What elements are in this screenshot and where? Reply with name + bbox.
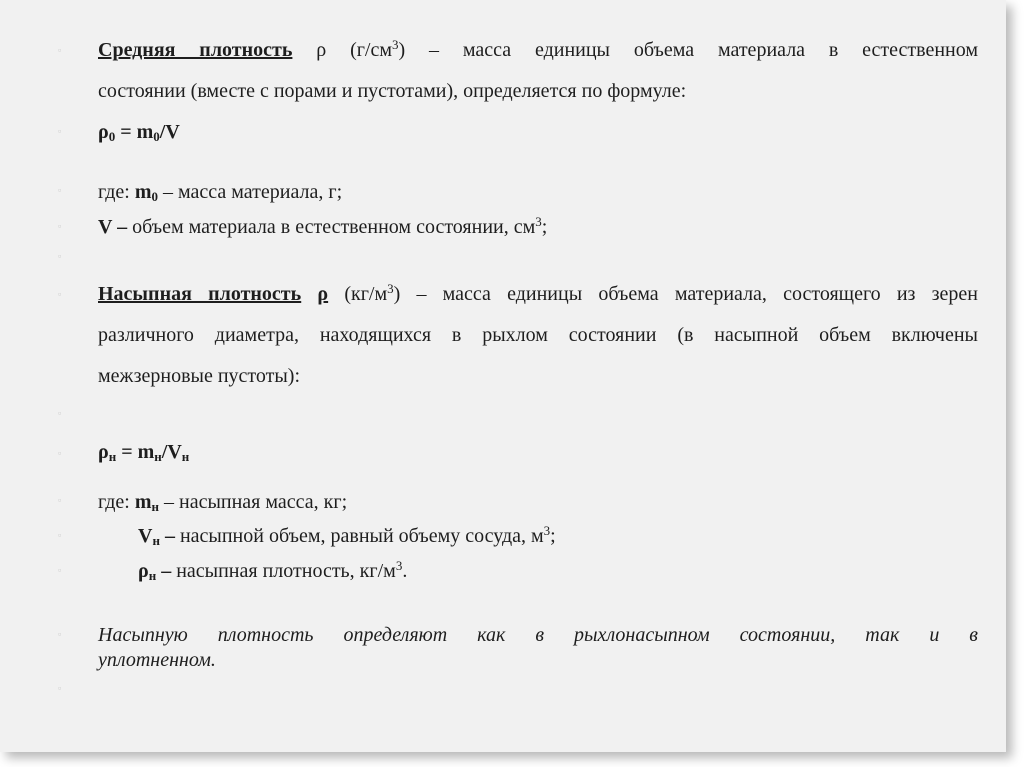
bullet: ▫	[58, 495, 62, 505]
where-bulk-mass-line: где: $m_н$ – насыпная масса, кг;	[98, 491, 348, 514]
bullet: ▫	[58, 408, 62, 418]
bulk-density-line-3: межзерновые пустоты):	[98, 365, 301, 387]
bullet: ▫	[58, 126, 62, 136]
density-definition-line-1: Средняя плотность ρ $(г/см^3)$ – масса единицы объема материала в естественном	[98, 37, 979, 61]
bulk-density-line-2: различного диаметра, находящихся в рыхлом состоянии (в насыпной объем включены	[98, 324, 978, 346]
term-bulk-density: Насыпная плотность	[98, 283, 302, 305]
density-definition-line-2: состоянии (вместе с порами и пустотами), определяется по формуле:	[98, 80, 687, 102]
where-volume-line: V – объем материала в естественном состоянии, $см^3$;	[98, 214, 548, 238]
bulk-density-line-1: Насыпная плотность ρ $(кг/м^3)$ – масса единицы объема материала, состоящего из зерен	[98, 281, 978, 305]
bullet: ▫	[58, 289, 62, 299]
bullet: ▫	[58, 251, 62, 261]
where-mass-line: где: $m_0$ – масса материала, г;	[98, 181, 343, 204]
where-bulk-volume-line: $V_н$ – насыпной объем, равный объему сосуда, $м^3$;	[138, 523, 556, 548]
bullet: ▫	[58, 185, 62, 195]
formula-bulk-density: $\rho_н = m_н/V_н$	[98, 441, 190, 464]
term-average-density: Средняя плотность	[98, 39, 293, 61]
formula-average-density: $\rho_0 = m_0/V$	[98, 121, 180, 144]
note-line-1: Насыпную плотность определяют как в рыхлонасыпном состоянии, так и в	[98, 624, 978, 646]
bullet: ▫	[58, 45, 62, 55]
where-bulk-density-line: $\rho_н$ – насыпная плотность, $кг/м^3$.	[138, 558, 408, 583]
note-line-2: уплотненном.	[98, 649, 216, 671]
bullet: ▫	[58, 448, 62, 458]
bullet: ▫	[58, 565, 62, 575]
bullet: ▫	[58, 683, 62, 693]
bullet: ▫	[58, 221, 62, 231]
bullet: ▫	[58, 530, 62, 540]
bullet: ▫	[58, 629, 62, 639]
